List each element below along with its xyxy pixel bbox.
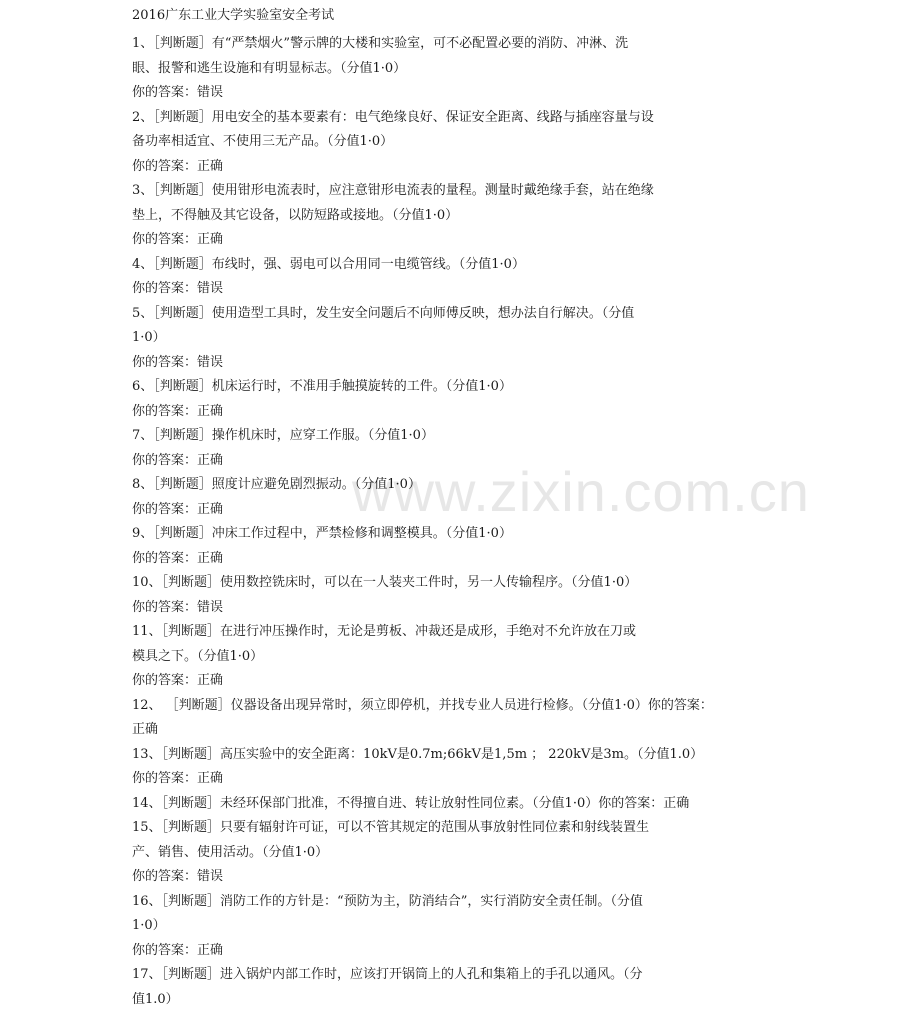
text-line: 17、［判断题］进入锅炉内部工作时，应该打开锅筒上的人孔和集箱上的手孔以通风。（分 <box>132 967 643 982</box>
answer-line: 你的答案：正确 <box>132 158 224 174</box>
question-list <box>132 32 782 1012</box>
text-line: 值1.0） <box>132 991 179 1007</box>
text-line: 7、［判断题］操作机床时，应穿工作服。（分值1·0） <box>132 428 434 443</box>
text-line: 11、［判断题］在进行冲压操作时，无论是剪板、冲裁还是成形，手绝对不允许放在刀或 <box>132 624 637 639</box>
text-line: 5、［判断题］使用造型工具时，发生安全问题后不向师傅反映，想办法自行解决。（分值 <box>132 305 635 321</box>
answer-line: 正确 <box>132 722 159 737</box>
text-line: 1、［判断题］有“严禁烟火”警示牌的大楼和实验室，可不必配置必要的消防、冲淋、洗 <box>132 36 629 51</box>
page-title: 2016广东工业大学实验室安全考试 <box>132 8 335 23</box>
text-line: 16、［判断题］消防工作的方针是：“预防为主，防消结合”，实行消防安全责任制。（分值 <box>132 893 643 909</box>
text-line: 眼、报警和逃生设施和有明显标志。（分值1·0） <box>132 60 407 76</box>
answer-line: 你的答案：正确 <box>132 403 224 419</box>
text-line: 13、［判断题］高压实验中的安全距离：10kV是0.7m;66kV是1,5m ； 220kV是3m。（分值1.0） <box>132 746 704 762</box>
text-line: 14、［判断题］未经环保部门批准，不得擅自进、转让放射性同位素。（分值1·0）你的答案：正确 <box>132 795 690 811</box>
answer-line: 你的答案：错误 <box>132 354 224 370</box>
answer-line: 你的答案：错误 <box>132 85 224 100</box>
answer-line: 你的答案：正确 <box>132 501 224 517</box>
answer-line: 你的答案：正确 <box>132 942 224 958</box>
text-line: 2、［判断题］用电安全的基本要素有：电气绝缘良好、保证安全距离、线路与插座容量与设 <box>132 109 654 125</box>
text-line: 12、 ［判断题］仪器设备出现异常时，须立即停机，并找专业人员进行检修。（分值1·0）你的答案： <box>132 697 713 713</box>
answer-line: 你的答案：正确 <box>132 673 224 688</box>
answer-line: 你的答案：错误 <box>132 281 224 296</box>
answer-line: 你的答案：错误 <box>132 869 224 884</box>
text-line: 6、［判断题］机床运行时，不准用手触摸旋转的工件。（分值1·0） <box>132 379 512 394</box>
text-line: 9、［判断题］冲床工作过程中，严禁检修和调整模具。（分值1·0） <box>132 526 512 541</box>
text-line: 产、销售、使用活动。（分值1·0） <box>132 844 329 860</box>
answer-line: 你的答案：正确 <box>132 550 224 566</box>
answer-line: 你的答案：正确 <box>132 452 224 468</box>
text-line: 备功率相适宜、不使用三无产品。（分值1·0） <box>132 134 394 149</box>
answer-line: 你的答案：正确 <box>132 771 224 786</box>
text-line: 10、［判断题］使用数控铣床时，可以在一人装夹工件时，另一人传输程序。（分值1·0） <box>132 575 638 590</box>
answer-line: 你的答案：错误 <box>132 599 224 615</box>
text-line: 3、［判断题］使用钳形电流表时，应注意钳形电流表的量程。测量时戴绝缘手套，站在绝缘 <box>132 183 654 198</box>
text-line: 垫上，不得触及其它设备，以防短路或接地。（分值1·0） <box>132 207 459 223</box>
text-line: 1·0） <box>132 330 166 345</box>
text-line: 模具之下。（分值1·0） <box>132 648 264 664</box>
answer-line: 你的答案：正确 <box>132 232 224 247</box>
watermark: www.zixin.com.cn <box>352 460 810 523</box>
text-line: 15、［判断题］只要有辐射许可证，可以不管其规定的范围从事放射性同位素和射线装置生 <box>132 820 650 835</box>
text-line: 8、［判断题］照度计应避免剧烈振动。（分值1·0） <box>132 477 421 492</box>
text-line: 4、［判断题］布线时，强、弱电可以合用同一电缆管线。（分值1·0） <box>132 256 525 272</box>
text-line: 1·0） <box>132 918 166 933</box>
